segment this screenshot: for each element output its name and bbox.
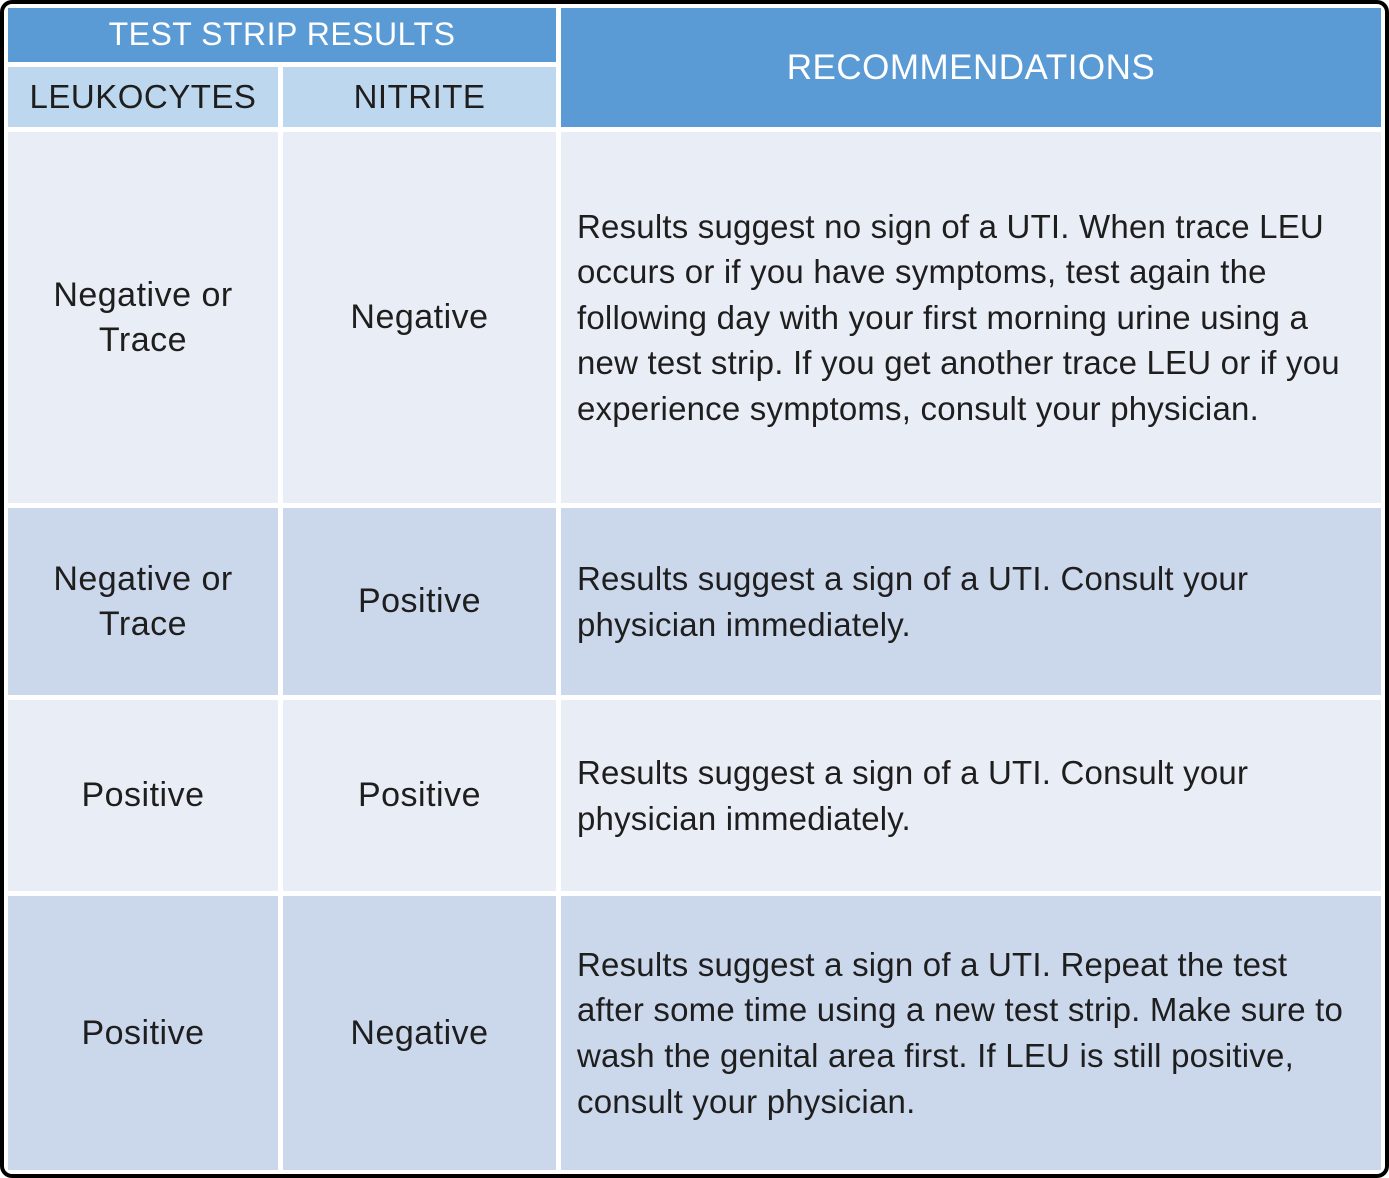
row3-nitrite-value: Positive — [283, 700, 556, 891]
row3-recommendation: Results suggest a sign of a UTI. Consult your physician immediately. — [561, 700, 1381, 891]
row2-leukocytes-value: Negative or Trace — [8, 508, 278, 695]
row2-recommendation: Results suggest a sign of a UTI. Consult your physician immediately. — [561, 508, 1381, 695]
row3-leukocytes-value: Positive — [8, 700, 278, 891]
row4-leukocytes-value: Positive — [8, 896, 278, 1170]
header-test-strip-results: TEST STRIP RESULTS — [8, 8, 556, 62]
row1-nitrite-value: Negative — [283, 132, 556, 503]
header-recommendations: RECOMMENDATIONS — [561, 8, 1381, 127]
table-grid — [4, 4, 1385, 1174]
row4-recommendation: Results suggest a sign of a UTI. Repeat the test after some time using a new test strip. Make sure to wash the genital area first. If LEU is still positive, consult your physician. — [561, 896, 1381, 1170]
row1-leukocytes-value: Negative or Trace — [8, 132, 278, 503]
row1-recommendation: Results suggest no sign of a UTI. When trace LEU occurs or if you have symptoms, test again the following day with your first morning urine using a new test strip. If you get another trace LEU or if you experience symptoms, consult your physician. — [561, 132, 1381, 503]
header-nitrite: NITRITE — [283, 67, 556, 127]
row2-nitrite-value: Positive — [283, 508, 556, 695]
header-leukocytes: LEUKOCYTES — [8, 67, 278, 127]
row4-nitrite-value: Negative — [283, 896, 556, 1170]
